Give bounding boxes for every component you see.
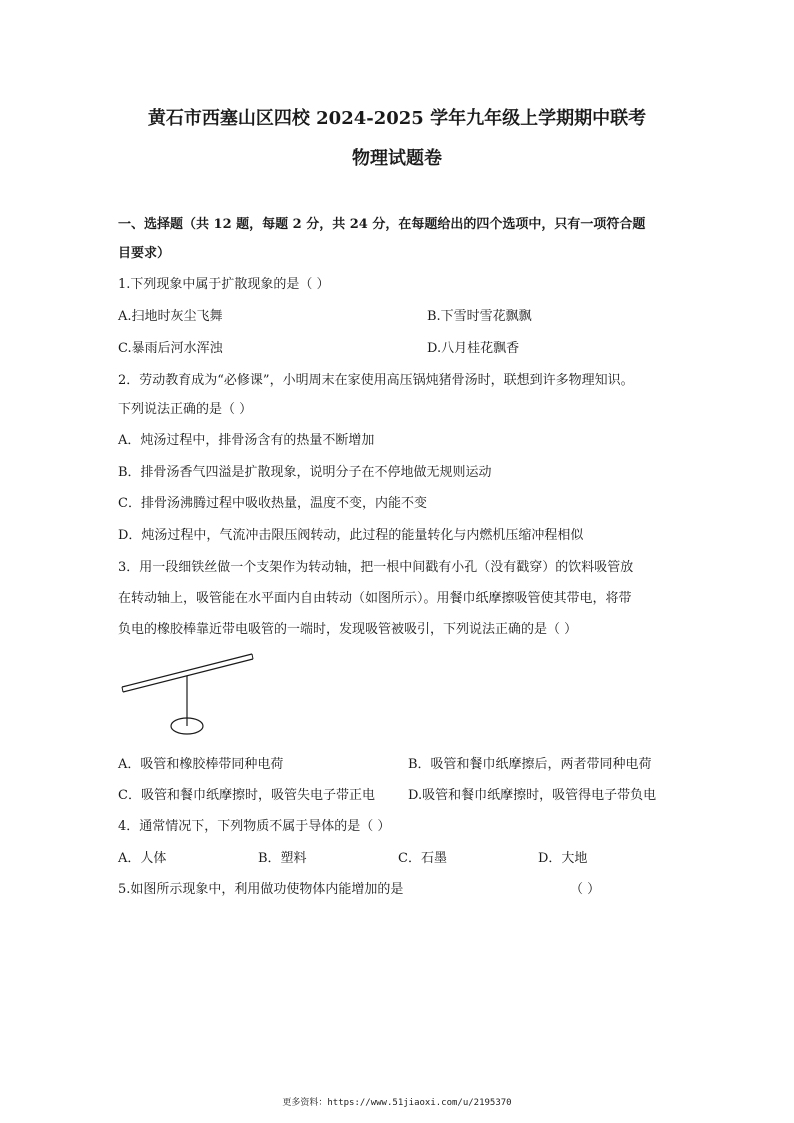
q3-option-b: B．吸管和餐巾纸摩擦后，两者带同种电荷 <box>408 757 652 772</box>
exam-subtitle: 物理试题卷 <box>352 148 442 169</box>
section-heading-line1: 一、选择题（共 12 题，每题 2 分，共 24 分，在每题给出的四个选项中，只有一项符合题 <box>118 217 646 232</box>
q5-stem: 5.如图所示现象中，利用做功使物体内能增加的是 <box>118 882 404 897</box>
q3-stem-line2: 在转动轴上，吸管能在水平面内自由转动（如图所示）。用餐巾纸摩擦吸管使其带电，将带 <box>118 591 632 606</box>
section-heading-line2: 目要求） <box>118 246 171 261</box>
q1-stem: 1.下列现象中属于扩散现象的是（ ） <box>118 277 330 292</box>
straw-on-pivot-figure <box>118 648 263 738</box>
q2-stem-line2: 下列说法正确的是（ ） <box>118 402 253 417</box>
q4-stem: 4．通常情况下，下列物质不属于导体的是（ ） <box>118 819 391 834</box>
q3-option-c: C．吸管和餐巾纸摩擦时，吸管失电子带正电 <box>118 788 375 803</box>
q3-option-a: A．吸管和橡胶棒带同种电荷 <box>118 757 284 772</box>
q2-stem-line1: 2．劳动教育成为“必修课”，小明周末在家使用高压锅炖猪骨汤时，联想到许多物理知识。 <box>118 373 634 388</box>
q4-option-b: B．塑料 <box>258 851 307 866</box>
q2-option-c: C．排骨汤沸腾过程中吸收热量，温度不变，内能不变 <box>118 496 427 511</box>
q2-option-b: B．排骨汤香气四溢是扩散现象，说明分子在不停地做无规则运动 <box>118 465 492 480</box>
q1-option-d: D.八月桂花飘香 <box>427 341 520 356</box>
q1-option-b: B.下雪时雪花飘飘 <box>427 309 532 324</box>
q4-option-d: D．大地 <box>538 851 588 866</box>
q3-stem-line1: 3．用一段细铁丝做一个支架作为转动轴，把一根中间戳有小孔（没有戳穿）的饮料吸管放 <box>118 560 634 575</box>
q5-bracket: （ ） <box>570 882 601 897</box>
q4-option-c: C．石墨 <box>398 851 447 866</box>
q3-stem-line3: 负电的橡胶棒靠近带电吸管的一端时，发现吸管被吸引，下列说法正确的是（ ） <box>118 622 578 637</box>
exam-title: 黄石市西塞山区四校 2024-2025 学年九年级上学期期中联考 <box>147 108 647 129</box>
q4-option-a: A．人体 <box>118 851 167 866</box>
footer-link[interactable]: 更多资料：https://www.51jiaoxi.com/u/2195370 <box>282 1098 512 1108</box>
q1-option-c: C.暴雨后河水浑浊 <box>118 341 223 356</box>
q1-option-a: A.扫地时灰尘飞舞 <box>118 309 223 324</box>
q2-option-a: A．炖汤过程中，排骨汤含有的热量不断增加 <box>118 433 375 448</box>
q3-option-d: D.吸管和餐巾纸摩擦时，吸管得电子带负电 <box>408 788 657 803</box>
q2-option-d: D．炖汤过程中，气流冲击限压阀转动，此过程的能量转化与内燃机压缩冲程相似 <box>118 528 584 543</box>
